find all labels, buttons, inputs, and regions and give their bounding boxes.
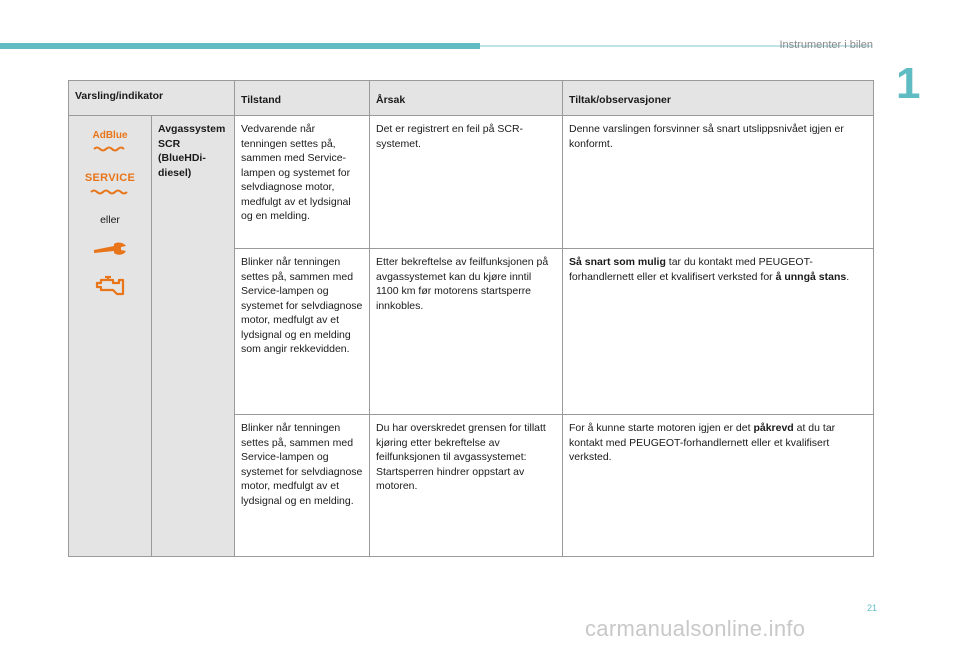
adblue-icon: AdBlue — [93, 130, 128, 157]
header-action: Tiltak/observasjoner — [563, 81, 874, 116]
warning-table — [68, 80, 874, 557]
header-indicator: Varsling/indikator — [69, 81, 235, 116]
action-text: at du tar kontakt med PEUGEOT-forhandlernett eller et kvalifisert verksted. — [569, 422, 836, 463]
action-cell-3 — [563, 415, 874, 557]
cause-cell-3: Du har overskredet grensen for tillatt kjøring etter bekreftelse av feilfunksjonen til avgassystemet: Startsperren hindrer oppstart av motoren. — [370, 415, 563, 557]
action-emphasis: påkrevd — [753, 422, 794, 434]
state-cell-3: Blinker når tenningen settes på, sammen med Service-lampen og systemet for selvdiagnose motor, medfulgt av et lydsignal og en melding. — [235, 415, 370, 557]
cause-cell-2: Etter bekreftelse av feilfunksjonen på avgassystemet kan du kjøre inntil 1100 km før motorens startsperre innkobles. — [370, 249, 563, 415]
action-emphasis: Så snart som mulig — [569, 256, 666, 268]
watermark: carmanualsonline.info — [585, 616, 806, 641]
indicator-icons-cell — [69, 116, 152, 557]
or-label: eller — [100, 214, 120, 226]
cause-cell-1: Det er registrert en feil på SCR-systemet. — [370, 116, 563, 249]
indicator-name-cell — [152, 116, 235, 557]
chapter-number: 1 — [896, 59, 921, 108]
action-text: For å kunne starte motoren igjen er det — [569, 422, 754, 434]
service-icon: SERVICE — [85, 171, 135, 200]
adblue-wave-icon — [93, 146, 127, 152]
state-cell-1: Vedvarende når tenningen settes på, sammen med Service-lampen og systemet for selvdiagnose motor, medfulgt av et lydsignal og en melding. — [235, 116, 370, 249]
action-cell-1: Denne varslingen forsvinner så snart utslippsnivået igjen er konformt. — [563, 116, 874, 249]
indicator-name: Avgassystem SCR (BlueHDi-diesel) — [158, 123, 226, 179]
service-wave-icon — [90, 189, 130, 195]
header-state: Tilstand — [235, 81, 370, 116]
header-accent-bar — [0, 43, 480, 49]
state-cell-2: Blinker når tenningen settes på, sammen med Service-lampen og systemet for selvdiagnose motor, medfulgt av et lydsignal og en melding som angir rekkevidden. — [235, 249, 370, 415]
section-title: Instrumenter i bilen — [779, 39, 873, 51]
wrench-icon — [92, 242, 128, 256]
action-cell-2 — [563, 249, 874, 415]
table-row — [69, 116, 874, 249]
page-number: 21 — [866, 603, 877, 613]
engine-icon — [93, 274, 127, 298]
action-text: tar du kontakt med PEUGEOT-forhandlernett eller et kvalifisert verksted for — [569, 256, 813, 283]
action-text: . — [846, 270, 850, 283]
header-cause: Årsak — [370, 81, 563, 116]
table-header-row — [69, 81, 874, 116]
action-emphasis: å unngå stans — [775, 270, 847, 283]
